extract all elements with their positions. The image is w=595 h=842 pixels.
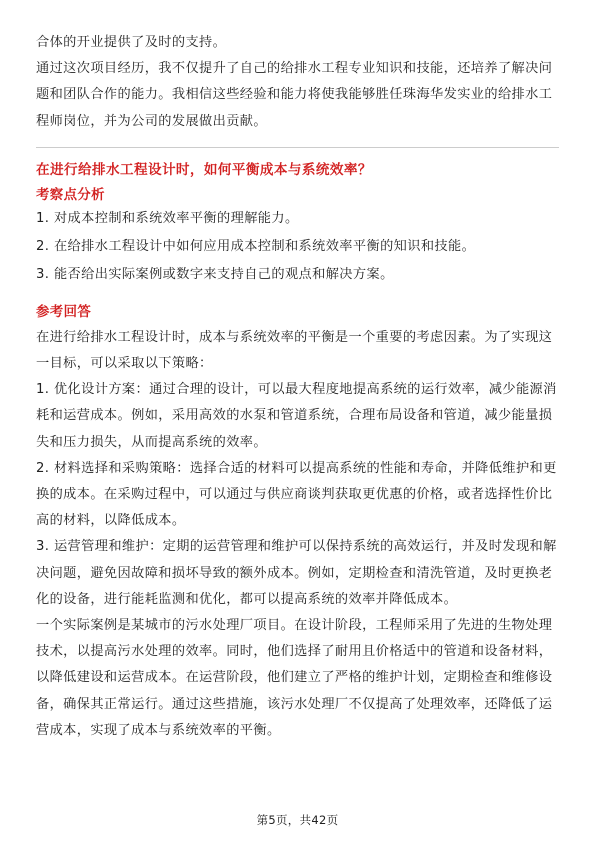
page-number-footer: 第5页，共42页	[256, 813, 339, 827]
answer-strategy-2: 2. 材料选择和采购策略：选择合适的材料可以提高系统的性能和寿命，并降低维护和更换的成本。在采购过程中，可以通过与供应商谈判获取更优惠的价格，或者选择性价比高的材料，以降低成本。	[36, 460, 557, 529]
document-page	[36, 30, 559, 744]
answer-strategy-1: 1. 优化设计方案：通过合理的设计，可以最大程度地提高系统的运行效率，减少能源消耗和运营成本。例如，采用高效的水泵和管道系统，合理布局设备和管道，减少能量损失和压力损失，从而提高系统的效率。	[36, 382, 557, 450]
intro-paragraph-2: 通过这次项目经历，我不仅提升了自己的给排水工程专业知识和技能，还培养了解决问题和团队合作的能力。我相信这些经验和能力将使我能够胜任珠海华发实业的给排水工程师岗位，并为公司的发展做出贡献。	[36, 61, 553, 129]
answer-intro-paragraph: 在进行给排水工程设计时，成本与系统效率的平衡是一个重要的考虑因素。为了实现这一目标，可以采取以下策略：	[36, 329, 553, 372]
analysis-item-2: 2. 在给排水工程设计中如何应用成本控制和系统效率平衡的知识和技能。	[36, 238, 476, 254]
answer-strategy-3: 3. 运营管理和维护：定期的运营管理和维护可以保持系统的高效运行，并及时发现和解决问题，避免因故障和损坏导致的额外成本。例如，定期检查和清洗管道，及时更换老化的设备，进行能耗监测和优化，都可以提高系统的效率并降低成本。	[36, 539, 557, 607]
analysis-item-3: 3. 能否给出实际案例或数字来支持自己的观点和解决方案。	[36, 266, 394, 282]
section-divider	[36, 147, 559, 148]
answer-case-paragraph: 一个实际案例是某城市的污水处理厂项目。在设计阶段，工程师采用了先进的生物处理技术，以提高污水处理的效率。同时，他们选择了耐用且价格适中的管道和设备材料，以降低建设和运营成本。在运营阶段，他们建立了严格的维护计划，定期检查和维修设备，确保其正常运行。通过这些措施，该污水处理厂不仅提高了处理效率，还降低了运营成本，实现了成本与系统效率的平衡。	[36, 618, 553, 738]
intro-paragraph-1: 合体的开业提供了及时的支持。	[36, 35, 227, 50]
question-heading: 在进行给排水工程设计时，如何平衡成本与系统效率？	[36, 161, 372, 178]
spacer	[36, 292, 559, 300]
answer-title: 参考回答	[36, 304, 92, 320]
analysis-item-1: 1. 对成本控制和系统效率平衡的理解能力。	[36, 210, 299, 226]
analysis-title: 考察点分析	[36, 187, 105, 203]
